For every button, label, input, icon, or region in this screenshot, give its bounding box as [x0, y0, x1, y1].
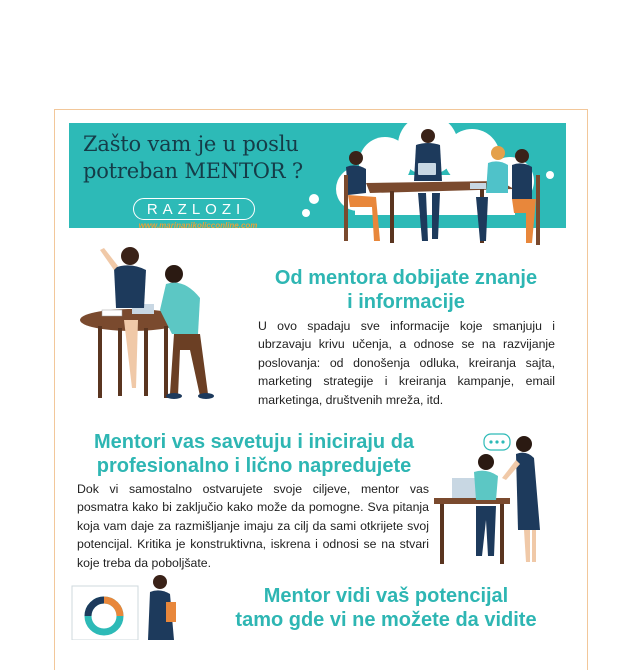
section-1-heading-line-2: i informacije	[347, 291, 465, 313]
banner-title-line-2: potreban MENTOR ?	[83, 159, 303, 183]
mentor-pair-icon	[74, 238, 234, 408]
section-1-body: U ovo spadaju sve informacije koje smanjuju i ubrzavaju krivu učenja, a odnose se na razvijanje poslovanja: od donošenja odluka, kreiranja sajta, marketing strategije i kreiranja kampanje, email marketinga, društvenih mreža, itd.	[258, 319, 555, 407]
section-2-heading-line-1: Mentori vas savetuju i iniciraju da	[93, 431, 415, 453]
section-1-heading	[252, 266, 560, 314]
section-3-heading	[218, 584, 554, 632]
meeting-table-icon	[300, 123, 566, 253]
reasons-badge: RAZLOZI	[133, 198, 255, 220]
section-2-heading	[74, 430, 434, 478]
section-3-heading-line-1: Mentor vidi vaš potencijal	[263, 585, 509, 607]
presentation-chart-icon	[70, 570, 190, 640]
section-2-heading-line-2: profesionalno i lično napredujete	[96, 455, 412, 477]
banner-title-line-1: Zašto vam je u poslu	[83, 132, 299, 156]
section-3-heading-line-2: tamo gde vi ne možete da vidite	[235, 609, 537, 631]
speech-bubble-icon	[484, 434, 510, 450]
banner-title	[83, 131, 323, 185]
section-1-heading-line-1: Od mentora dobijate znanje	[274, 267, 538, 289]
laptop-icon	[430, 430, 560, 570]
website-link[interactable]: www.marinanikolicconline.com	[138, 221, 258, 230]
section-2-body: Dok vi samostalno ostvarujete svoje ciljeve, mentor vas posmatra kako bi zaključio kako može da pomogne. Sva pitanja koja vam daje za razmišljanje imaju za cilj da sami otkrijete svoj potencijal. Kritika je konstruktivna, iskrena i odnosi se na stvari koje treba da poboljšate.	[77, 482, 429, 570]
